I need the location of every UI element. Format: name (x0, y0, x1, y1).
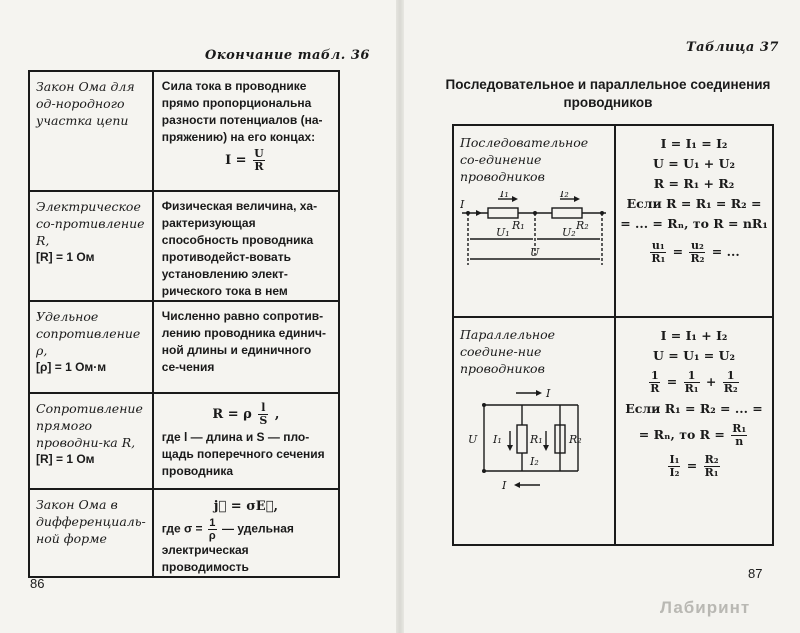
watermark-logo: Лабиринт (660, 598, 751, 617)
arrow-head (574, 196, 580, 202)
label-i: I (460, 198, 465, 211)
arrow-head (514, 482, 520, 488)
label-i2: I₂ (560, 191, 569, 200)
node (600, 211, 604, 215)
ohm-formula: I = $\frac{U}{R}$ (225, 147, 264, 173)
label-r1: R₁ (530, 433, 543, 446)
node (482, 469, 486, 473)
arrow-head (476, 210, 482, 216)
label-u1: U₁ (496, 226, 510, 239)
label-i1: I₁ (493, 433, 502, 446)
label-i1: I₁ (500, 191, 509, 200)
parallel-cell: Параллельное соедине-ние проводников I I U I₁ R₁ I₂ R₂ (453, 317, 615, 545)
arrow-head (543, 445, 549, 451)
series-ratio: $\frac{\text{u₁}}{\text{R₁}}$ = $\frac{\text{u₂}}{\text{R₂}}$ = ... (651, 239, 740, 265)
node (466, 211, 470, 215)
label-u2: U₂ (562, 226, 576, 239)
resistor-r2 (552, 208, 582, 218)
label-u: U (530, 246, 540, 259)
label-i-bottom: I (502, 479, 507, 492)
page-number: 87 (748, 566, 763, 581)
definition-cell: Численно равно сопротив-лению проводника единич-ной длины и единичного се-чения (153, 301, 339, 393)
node (533, 211, 537, 215)
series-circuit-diagram (460, 191, 608, 281)
definition-cell: Физическая величина, ха-рактеризующая способность проводника противодейст-вовать установлению элект-рического тока в нем (153, 191, 339, 301)
definition-cell: Сила тока в проводнике прямо пропорциональна разности потенциалов (на-пряжению) на его концах: I = $\frac{U}{R}$ (153, 71, 339, 191)
series-formulas-cell: I = I₁ = I₂ U = U₁ + U₂ R = R₁ + R₂ Если R = R₁ = R₂ = = ... = Rₙ, то R = nR₁ $\frac{\text{u₁}}{\text{R₁}}$ = $\frac{\text{u₂}}{\text{R₂}}$ = ... (615, 125, 773, 317)
term-cell: Сопротивление прямого проводни-ка R, [R] = 1 Ом (29, 393, 153, 489)
table-row (453, 317, 773, 545)
definition-cell: R = ρ $\frac{l}{S}$ , где l — длина и S — пло-щадь поперечного сечения проводника (153, 393, 339, 489)
resistor-r1 (517, 425, 527, 453)
arrow-head (507, 445, 513, 451)
right-page-header: Таблица 37 (686, 40, 779, 55)
term-cell: Электрическое со-противление R, [R] = 1 Ом (29, 191, 153, 301)
resistor-r1 (488, 208, 518, 218)
series-cell: Последовательное со-единение проводников I I₁ I₂ R₁ R₂ U₁ U₂ U (453, 125, 615, 317)
left-page-header: Окончание табл. 36 (205, 48, 370, 63)
parallel-circuit-diagram (460, 385, 600, 497)
label-r2: R₂ (569, 433, 582, 446)
label-r1: R₁ (512, 219, 525, 232)
label-i2: I₂ (530, 455, 539, 468)
table-title: Последовательное и параллельное соединения проводников (445, 77, 771, 110)
term-cell: Закон Ома в дифференциаль-ной форме (29, 489, 153, 577)
resistance-formula: R = ρ $\frac{l}{S}$ , (212, 401, 280, 427)
differential-ohm-formula: j⃗ = σE⃗, (213, 499, 279, 514)
parallel-resistance-formula: $\frac{1}{R}$ = $\frac{1}{\text{R₁}}$ + $\frac{1}{\text{R₂}}$ (650, 369, 738, 395)
table-37 (452, 124, 774, 546)
node (482, 403, 486, 407)
parallel-ratio: $\frac{\text{I₁}}{\text{I₂}}$ = $\frac{\text{R₂}}{\text{R₁}}$ (669, 453, 719, 479)
term-cell: Закон Ома для од-нородного участка цепи (29, 71, 153, 191)
definition-cell: j⃗ = σE⃗, где σ = $\frac{1}{\rho}$ — удельная электрическая проводимость (153, 489, 339, 577)
label-u: U (468, 433, 478, 446)
table-row (453, 125, 773, 317)
page-number: 86 (30, 576, 45, 591)
label-r2: R₂ (576, 219, 589, 232)
arrow-head (512, 196, 518, 202)
arrow-head (536, 390, 542, 396)
label-i-top: I (546, 387, 551, 400)
parallel-formulas-cell: I = I₁ + I₂ U = U₁ = U₂ $\frac{1}{R}$ = $\frac{1}{\text{R₁}}$ + $\frac{1}{\text{R₂}}$ Если R₁ = R₂ = ... = = Rₙ, то R = $\frac{\text{R₁}}{n}$ $\frac{\text{I₁}}{\text{I₂}}$ = $\frac{\text{R₂}}{\text{R₁}}$ (615, 317, 773, 545)
term-cell: Удельное сопротивление ρ, [ρ] = 1 Ом·м (29, 301, 153, 393)
parallel-equal-formula: = Rₙ, то R = $\frac{\text{R₁}}{n}$ (638, 422, 747, 448)
